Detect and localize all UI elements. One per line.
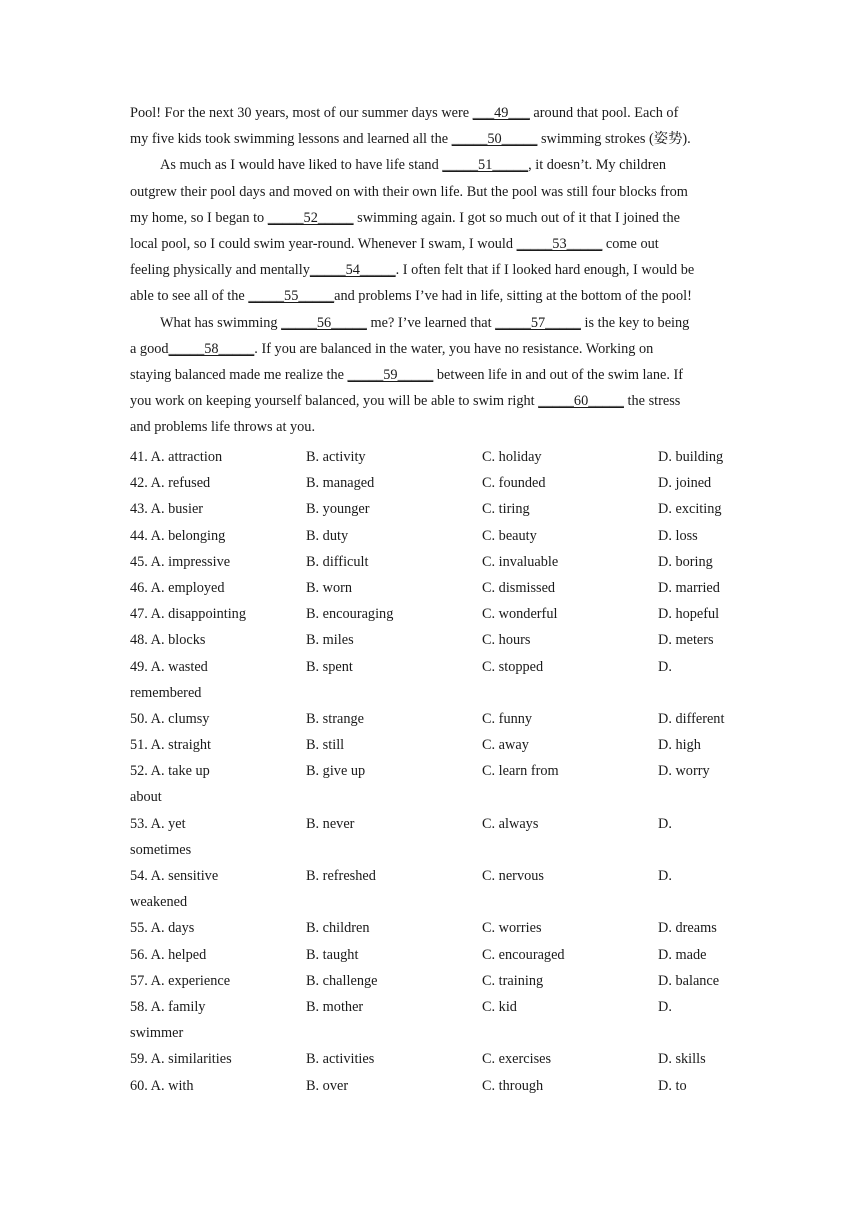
- passage-text: and problems life throws at you.: [130, 419, 316, 436]
- answer-blank: _____53_____: [516, 235, 603, 252]
- passage-text: you work on keeping yourself balanced, you will be able to swim right: [130, 393, 539, 410]
- passage-line: [130, 388, 730, 414]
- passage-text: Pool! For the next 30 years, most of our summer days were: [130, 105, 473, 121]
- option-c: C. stopped: [482, 658, 544, 675]
- passage-text: the stress: [623, 393, 681, 410]
- option-d: D.: [658, 868, 672, 885]
- option-b: B. children: [306, 920, 370, 937]
- passage-line: [130, 152, 730, 178]
- option-c: C. away: [482, 737, 529, 754]
- question-row: [130, 523, 740, 549]
- option-d: D. balance: [658, 972, 720, 989]
- question-row: [130, 470, 740, 496]
- question-row: [130, 627, 740, 653]
- option-d-continuation: about: [130, 789, 162, 806]
- option-a: 49. A. wasted: [130, 658, 208, 675]
- option-a: 57. A. experience: [130, 972, 231, 989]
- answer-blank: _____50_____: [451, 131, 538, 148]
- question-row: [130, 994, 740, 1046]
- question-row: [130, 601, 740, 627]
- question-row: [130, 863, 740, 915]
- option-d: D. joined: [658, 475, 712, 492]
- question-row: [130, 732, 740, 758]
- option-b: B. worn: [306, 579, 353, 596]
- option-d-continuation: swimmer: [130, 1025, 184, 1042]
- answer-blank: _____56_____: [281, 314, 367, 331]
- passage-text: , it doesn’t. My children: [528, 157, 666, 174]
- passage-text: and problems I’ve had in life, sitting at the bottom of the pool!: [334, 288, 692, 305]
- option-d: D. worry: [658, 763, 710, 780]
- option-d: D. loss: [658, 527, 698, 544]
- passage-text: is the key to being: [580, 314, 690, 331]
- option-a: 55. A. days: [130, 920, 195, 937]
- option-d: D. skills: [658, 1051, 706, 1068]
- option-c: C. always: [482, 815, 539, 832]
- passage-text: able to see all of the: [130, 288, 249, 305]
- answer-blank: _____55_____: [248, 288, 335, 305]
- option-b: B. miles: [306, 632, 354, 649]
- passage-text: swimming again. I got so much out of it that I joined the: [353, 209, 680, 226]
- passage-line: [130, 336, 730, 362]
- passage-text: As much as I would have liked to have life stand: [160, 157, 443, 174]
- option-d: D. different: [658, 710, 725, 727]
- passage-text: feeling physically and mentally: [130, 262, 310, 279]
- option-d: D. high: [658, 737, 701, 754]
- option-c: C. through: [482, 1077, 544, 1094]
- option-c: C. kid: [482, 999, 517, 1015]
- answer-options-list: [130, 444, 740, 1099]
- option-c: C. exercises: [482, 1051, 552, 1068]
- option-b: B. spent: [306, 658, 353, 675]
- option-a: 51. A. straight: [130, 737, 212, 754]
- option-a: 60. A. with: [130, 1077, 194, 1094]
- answer-blank: _____57_____: [495, 314, 581, 331]
- passage-text: What has swimming: [160, 314, 282, 331]
- option-a: 43. A. busier: [130, 501, 204, 518]
- answer-blank: _____60_____: [538, 393, 624, 410]
- option-b: B. activity: [306, 449, 366, 465]
- option-a: 41. A. attraction: [130, 449, 223, 465]
- option-a: 48. A. blocks: [130, 632, 206, 649]
- passage-text: around that pool. Each of: [529, 105, 679, 121]
- option-b: B. managed: [306, 475, 375, 492]
- option-b: B. give up: [306, 763, 366, 780]
- answer-blank: _____51_____: [442, 157, 529, 174]
- passage-text: swimming strokes (姿势).: [537, 131, 691, 148]
- passage-line: [130, 283, 730, 309]
- answer-blank: _____58_____: [168, 340, 255, 357]
- option-c: C. holiday: [482, 449, 542, 465]
- option-a: 44. A. belonging: [130, 527, 226, 544]
- option-b: B. mother: [306, 999, 364, 1015]
- option-a: 58. A. family: [130, 999, 206, 1015]
- question-row: [130, 706, 740, 732]
- question-row: [130, 942, 740, 968]
- option-a: 46. A. employed: [130, 579, 225, 596]
- passage-text: come out: [602, 235, 659, 252]
- option-d: D. exciting: [658, 501, 722, 518]
- passage-text: . If you are balanced in the water, you have no resistance. Working on: [254, 340, 654, 357]
- option-a: 50. A. clumsy: [130, 710, 210, 727]
- option-b: B. activities: [306, 1051, 375, 1068]
- question-row: [130, 1073, 740, 1099]
- option-d: D. building: [658, 449, 724, 465]
- option-a: 52. A. take up: [130, 763, 210, 780]
- option-d: D.: [658, 815, 672, 832]
- option-d: D. married: [658, 579, 720, 596]
- option-c: C. encouraged: [482, 946, 565, 963]
- option-d: D. to: [658, 1077, 687, 1094]
- passage-text: between life in and out of the swim lane. If: [433, 366, 684, 383]
- answer-blank: _____59_____: [347, 366, 434, 383]
- question-row: [130, 654, 740, 706]
- passage-text: my five kids took swimming lessons and learned all the: [130, 131, 452, 148]
- option-a: 45. A. impressive: [130, 553, 231, 570]
- passage-line: [130, 126, 730, 152]
- option-c: C. nervous: [482, 868, 544, 885]
- passage-line: [130, 414, 730, 440]
- answer-blank: _____52_____: [267, 209, 354, 226]
- passage-text: . I often felt that if I looked hard enough, I would be: [395, 262, 695, 279]
- option-c: C. training: [482, 972, 544, 989]
- passage-line: [130, 362, 730, 388]
- question-row: [130, 811, 740, 863]
- question-row: [130, 549, 740, 575]
- passage-line: [130, 257, 730, 283]
- option-c: C. founded: [482, 475, 546, 492]
- option-d-continuation: remembered: [130, 684, 202, 701]
- passage-text: a good: [130, 340, 169, 357]
- option-b: B. taught: [306, 946, 359, 963]
- option-b: B. duty: [306, 527, 349, 544]
- option-d-continuation: sometimes: [130, 841, 192, 858]
- option-a: 42. A. refused: [130, 475, 211, 492]
- option-b: B. challenge: [306, 972, 378, 989]
- option-c: C. tiring: [482, 501, 530, 518]
- question-row: [130, 915, 740, 941]
- option-d: D. hopeful: [658, 606, 720, 623]
- option-c: C. beauty: [482, 527, 537, 544]
- option-a: 53. A. yet: [130, 815, 186, 832]
- passage-line: [130, 100, 730, 126]
- option-d: D. dreams: [658, 920, 717, 937]
- option-c: C. invaluable: [482, 553, 559, 570]
- option-d: D. made: [658, 946, 707, 963]
- question-row: [130, 968, 740, 994]
- option-b: B. still: [306, 737, 345, 754]
- option-b: B. refreshed: [306, 868, 376, 885]
- question-row: [130, 575, 740, 601]
- answer-blank: _____54_____: [309, 262, 396, 279]
- question-row: [130, 758, 740, 810]
- option-c: C. funny: [482, 710, 533, 727]
- option-b: B. over: [306, 1077, 349, 1094]
- option-c: C. learn from: [482, 763, 559, 780]
- question-row: [130, 1046, 740, 1072]
- option-c: C. wonderful: [482, 606, 558, 623]
- option-a: 54. A. sensitive: [130, 868, 219, 885]
- option-c: C. dismissed: [482, 579, 556, 596]
- option-d-continuation: weakened: [130, 894, 188, 911]
- option-b: B. younger: [306, 501, 370, 518]
- passage-line: [130, 179, 730, 205]
- option-d: D. boring: [658, 553, 713, 570]
- option-d: D.: [658, 999, 672, 1015]
- option-a: 47. A. disappointing: [130, 606, 246, 623]
- passage-text: me? I’ve learned that: [366, 314, 496, 331]
- option-b: B. difficult: [306, 553, 369, 570]
- passage-text: local pool, so I could swim year-round. Whenever I swam, I would: [130, 235, 517, 252]
- option-c: C. worries: [482, 920, 542, 937]
- cloze-passage: [130, 100, 730, 440]
- option-a: 59. A. similarities: [130, 1051, 232, 1068]
- option-c: C. hours: [482, 632, 531, 649]
- option-d: D. meters: [658, 632, 714, 649]
- passage-text: my home, so I began to: [130, 209, 268, 226]
- option-a: 56. A. helped: [130, 946, 207, 963]
- passage-line: [130, 231, 730, 257]
- question-row: [130, 496, 740, 522]
- passage-line: [130, 310, 730, 336]
- option-b: B. never: [306, 815, 355, 832]
- answer-blank: ___49___: [472, 105, 530, 121]
- passage-line: [130, 205, 730, 231]
- question-row: [130, 444, 740, 470]
- option-b: B. encouraging: [306, 606, 394, 623]
- option-d: D.: [658, 658, 672, 675]
- passage-text: outgrew their pool days and moved on with their own life. But the pool was still four blocks from: [130, 183, 688, 200]
- passage-text: staying balanced made me realize the: [130, 366, 348, 383]
- option-b: B. strange: [306, 710, 364, 727]
